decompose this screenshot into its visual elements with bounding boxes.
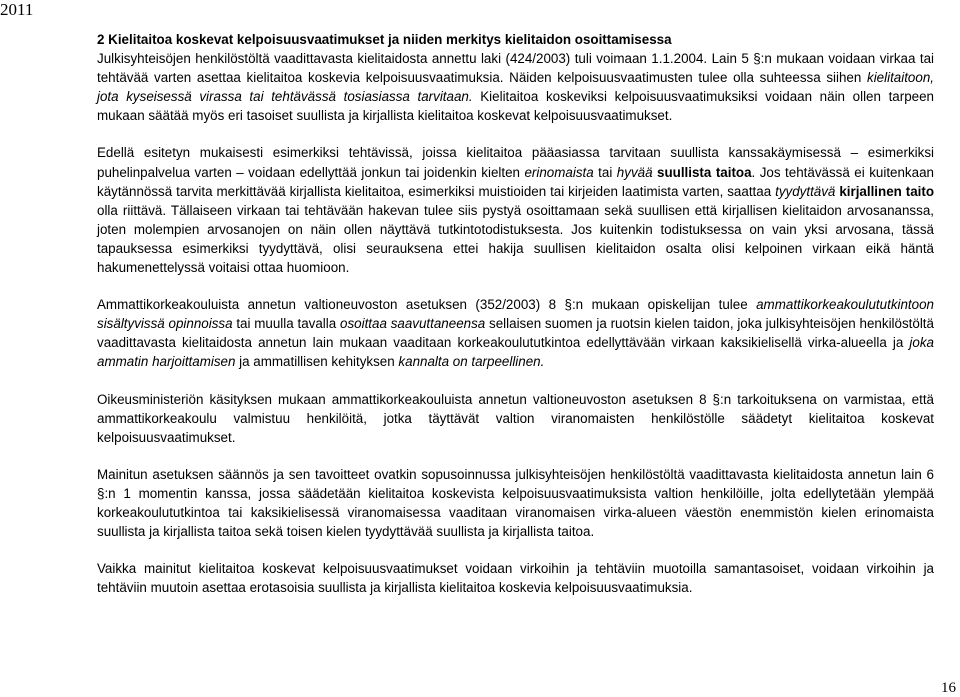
italic-run: ammattikorkeakoulututkintoon sisältyvissä opinnoissa — [97, 297, 934, 332]
text-run: . Jos tehtävässä ei kuitenkaan käytännössä tarvita merkittävää kirjallista kielitaitoa, esimerkiksi muistioiden tai kirjeiden laatimista varten, saattaa — [97, 164, 934, 199]
page-number: 16 — [941, 680, 956, 696]
text-run: Edellä esitetyn mukaisesti esimerkiksi tehtävissä, joissa kielitaitoa pääasiassa tarvitaan suullista kanssakäymisessä – esimerkiksi puhelinpalvelua varten – voidaan edellyttää jonkun tai joidenkin kielten — [97, 145, 934, 180]
bold-run: suullista taitoa — [657, 164, 752, 180]
italic-run: joka ammatin harjoittamisen — [97, 335, 934, 370]
text-run: olla riittävä. Tällaiseen virkaan tai tehtävään hakevan tulee siis pystyä osoittamaan sekä suullisen että kirjallisen kielitaidon arvosananssa, joten molempien arvosanojen on näin ollen näyttävä tutkintotodistuksesta. Jos kuitenkin todistuksessa on vain yksi arvosana, tässä tapauksessa esimerkiksi tyydyttävä, olisi seurauksena ettei hakija suullisen kielitaidon osalta olisi kelpoinen virkaan eikä häntä hakumenettelyssä voitaisi ottaa huomioon. — [97, 202, 934, 276]
paragraph-3 — [97, 295, 934, 371]
text-run: sellaisen suomen ja ruotsin kielen taidon, joka julkisyhteisöjen henkilöstöltä vaadittavasta kielitaidosta annetun lain mukaan vaaditaan korkeakoulututkintoa edellyttävään virkaan kaksikielisellä virka-alueella ja — [97, 316, 934, 351]
paragraph-4 — [97, 390, 934, 447]
text-run: ja ammatillisen kehityksen — [235, 354, 399, 370]
text-run: Ammattikorkeakouluista annetun valtioneuvoston asetuksen (352/2003) 8 §:n mukaan opiskelijan tulee — [97, 297, 757, 313]
page-year: 2011 — [0, 0, 34, 19]
section-heading: 2 Kielitaitoa koskevat kelpoisuusvaatimukset ja niiden merkitys kielitaidon osoittamisessa — [97, 32, 672, 47]
text-run: Mainitun asetuksen säännös ja sen tavoitteet ovatkin sopusoinnussa julkisyhteisöjen henkilöstöltä vaadittavasta kielitaidosta annetun lain 6 §:n 1 momentin kanssa, jossa säädetään kielitaitoa koskevista kelpoisuusvaatimuksista valtion henkilöille, jolta edellytetään ylempää korkeakoulututkintoa tai kaksikielisessä viranomaisessa vaaditaan viranomaisen virka-alueen väestön enemmistön kielen erinomaista suullista ja kirjallista taitoa sekä toisen kielen tyydyttävää suullista ja kirjallista taitoa. — [97, 466, 934, 540]
italic-run: hyvää — [616, 164, 653, 180]
text-run: tai — [593, 164, 617, 180]
italic-run: tyydyttävä — [775, 183, 836, 199]
text-run: Vaikka mainitut kielitaitoa koskevat kelpoisuusvaatimukset voidaan virkoihin ja tehtäviin muotoilla samantasoiset, voidaan virkoihin ja tehtäviin muutoin asettaa erotasoisia suullista ja kirjallista kielitaitoa koskevia kelpoisuusvaatimuksia. — [97, 561, 934, 596]
italic-run: erinomaista — [524, 164, 594, 180]
paragraph-1 — [97, 30, 934, 125]
document-body — [97, 30, 934, 597]
bold-run: kirjallinen taito — [839, 183, 935, 199]
text-run: Oikeusministeriön käsityksen mukaan ammattikorkeakouluista annetun valtioneuvoston asetuksen 8 §:n tarkoituksena on varmistaa, että ammattikorkeakoulu valmistuu henkilöitä, jotka täyttävät valtion viranomaisten henkilöstölle säädetyt kielitaitoa koskevat kelpoisuusvaatimukset. — [97, 391, 934, 445]
text-run: Julkisyhteisöjen henkilöstöltä vaadittavasta kielitaidosta annettu laki (424/2003) tuli voimaan 1.1.2004. Lain 5 §:n mukaan voidaan virkaa tai tehtävää varten asettaa kielitaitoa koskevia kelpoisuusvaatimuksia. Näiden kelpoisuusvaatimusten tulee olla suhteessa siihen — [97, 51, 934, 86]
italic-run: kannalta on tarpeellinen. — [398, 354, 545, 370]
text-run: tai muulla tavalla — [232, 316, 340, 332]
italic-run: kielitaitoon, jota kyseisessä virassa tai tehtävässä tosiasiassa tarvitaan. — [97, 70, 934, 105]
paragraph-2 — [97, 143, 934, 277]
text-run: Kielitaitoa koskeviksi kelpoisuusvaatimuksiksi voidaan näin ollen tarpeen mukaan säätää myös eri tasoiset suullista ja kirjallista kielitaitoa koskevat kelpoisuusvaatimukset. — [97, 89, 934, 124]
paragraph-6 — [97, 559, 934, 597]
paragraph-5 — [97, 465, 934, 541]
italic-run: osoittaa saavuttaneensa — [340, 316, 486, 332]
